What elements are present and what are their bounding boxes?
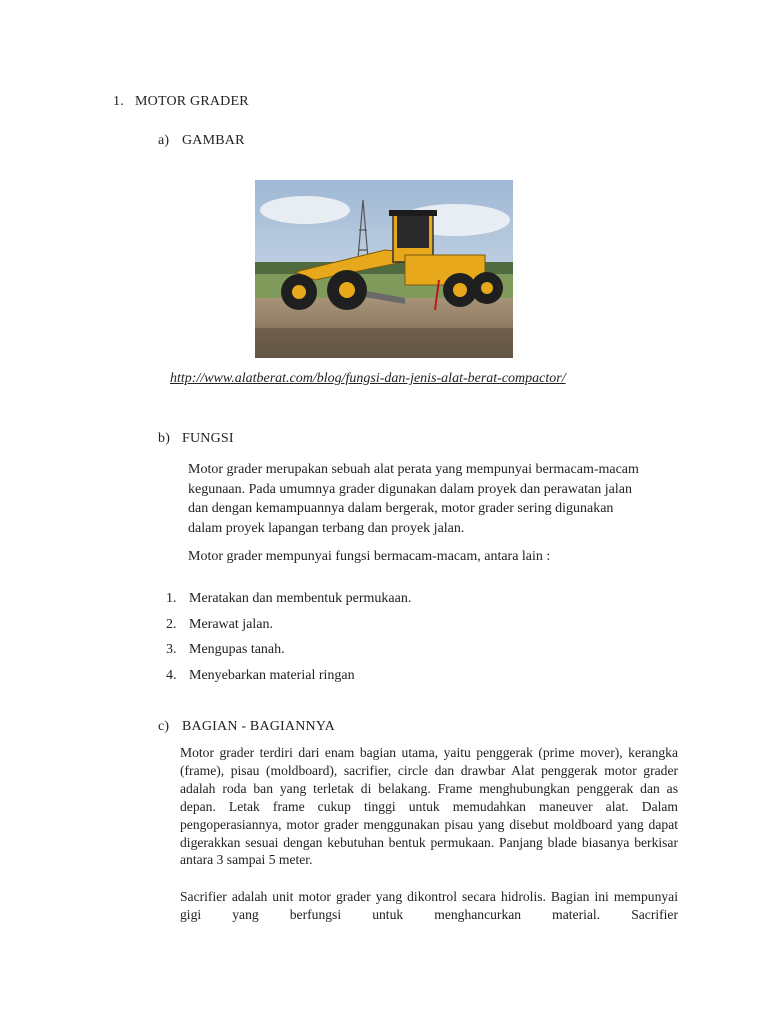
fungsi-intro: Motor grader mempunyai fungsi bermacam-macam, antara lain : (188, 549, 551, 564)
list-text: Meratakan dan membentuk permukaan. (189, 591, 412, 606)
paragraph-line: dalam proyek lapangan terbang dan proyek jalan. (188, 520, 465, 536)
fungsi-paragraph (188, 460, 639, 538)
list-number: 1. (166, 591, 177, 606)
list-number: 4. (166, 668, 177, 683)
section-title: MOTOR GRADER (135, 94, 249, 109)
list-item (166, 591, 411, 607)
subheading-label: c) (158, 719, 170, 734)
paragraph-line: dan dengan kemampuannya dalam bergerak, motor grader sering digunakan (188, 501, 614, 516)
subheading-label: b) (158, 431, 171, 446)
paragraph-line: Motor grader merupakan sebuah alat perata yang mempunyai bermacam-macam (188, 462, 639, 477)
section-number: 1. (113, 94, 124, 109)
list-text: Mengupas tanah. (189, 642, 285, 657)
source-link[interactable]: http://www.alatberat.com/blog/fungsi-dan-jenis-alat-berat-compactor/ (170, 371, 566, 386)
section-heading (113, 94, 249, 110)
subheading-gambar (158, 133, 245, 149)
subheading-bagian (158, 719, 335, 735)
list-number: 3. (166, 642, 177, 657)
list-number: 2. (166, 617, 177, 632)
bagian-paragraph-2: Sacrifier adalah unit motor grader yang dikontrol secara hidrolis. Bagian ini mempunyai gigi yang berfungsi untuk menghancurkan material. Sacrifier (180, 889, 678, 922)
bagian-paragraph-1: Motor grader terdiri dari enam bagian utama, yaitu penggerak (prime mover), kerangka (frame), pisau (moldboard), sacrifier, circle dan drawbar Alat penggerak motor grader adalah roda ban yang terletak di belakang. Frame menghubungkan penggerak dan as depan. Letak frame cukup tinggi untuk memudahkan maneuver alat. Dalam pengoperasiannya, motor grader menggunakan pisau yang disebut moldboard yang dapat digerakkan sesuai dengan kebutuhan bentuk permukaan. Panjang blade biasanya berkisar antara 3 sampai 5 meter. (180, 745, 678, 868)
subheading-label: a) (158, 133, 170, 148)
list-item (166, 617, 273, 633)
subheading-title: FUNGSI (182, 431, 234, 446)
list-text: Merawat jalan. (189, 617, 273, 632)
list-item (166, 668, 355, 684)
subheading-title: GAMBAR (182, 133, 245, 148)
subheading-fungsi (158, 431, 234, 447)
subheading-title: BAGIAN - BAGIANNYA (182, 719, 335, 734)
motor-grader-photo (255, 180, 513, 358)
list-text: Menyebarkan material ringan (189, 668, 355, 683)
list-item (166, 642, 285, 658)
paragraph-line: kegunaan. Pada umumnya grader digunakan dalam proyek dan perawatan jalan (188, 481, 632, 497)
